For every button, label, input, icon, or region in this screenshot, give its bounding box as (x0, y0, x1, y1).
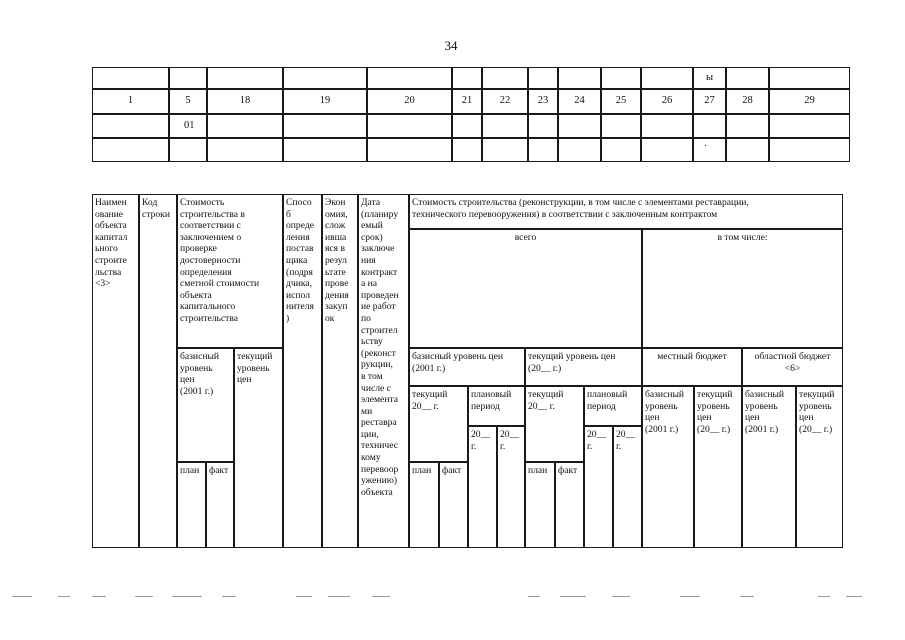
top-cell (558, 67, 601, 89)
header-current-price: текущий уровень цен (234, 348, 283, 548)
top-cell (169, 138, 207, 162)
top-cell (726, 138, 769, 162)
header-current-year: текущий 20__ г. (409, 386, 468, 462)
header-local-current: текущий уровень цен (20__ г.) (694, 386, 742, 548)
top-cell (558, 138, 601, 162)
header-base-level-2001: базисный уровень цен (2001 г.) (409, 348, 525, 386)
top-cell (283, 67, 367, 89)
header-planned-period: плановый период (468, 386, 525, 426)
col-number: 18 (207, 89, 283, 114)
top-cell (641, 67, 693, 89)
top-cell (452, 67, 482, 89)
header-plan: план (177, 462, 206, 548)
top-cell (367, 114, 452, 138)
header-current-year: текущий 20__ г. (525, 386, 584, 462)
col-number: 28 (726, 89, 769, 114)
top-cell-dot: · (693, 138, 726, 162)
header-local-base: базисный уровень цен (2001 г.) (642, 386, 694, 548)
top-cell (769, 67, 850, 89)
row-code: 01 (169, 114, 207, 138)
top-cell (641, 114, 693, 138)
header-economy: Экон омия, слож ивша яся в резул ьтате прове дения закуп ок (322, 194, 358, 548)
top-cell (367, 138, 452, 162)
col-number: 26 (641, 89, 693, 114)
header-year-20: 20__ г. (497, 426, 525, 548)
top-cell (528, 67, 558, 89)
col-number: 19 (283, 89, 367, 114)
header-regional-budget: областной бюджет <6> (742, 348, 843, 386)
col-number: 24 (558, 89, 601, 114)
top-cell (92, 114, 169, 138)
header-planned-period: плановый период (584, 386, 642, 426)
header-fact: факт (555, 462, 584, 548)
top-cell (482, 138, 528, 162)
col-number: 25 (601, 89, 641, 114)
col-number: 5 (169, 89, 207, 114)
header-year-20: 20__ г. (584, 426, 613, 548)
top-cell (528, 138, 558, 162)
header-regional-base: базисный уровень цен (2001 г.) (742, 386, 796, 548)
top-cell (769, 114, 850, 138)
header-supplier-method: Спосо б опреде ления постав щика (подря дчика, испол нителя ) (283, 194, 322, 548)
top-cell (92, 67, 169, 89)
top-cell (92, 138, 169, 162)
header-local-budget: местный бюджет (642, 348, 742, 386)
top-cell (558, 114, 601, 138)
top-cell (367, 67, 452, 89)
header-base-price-2001: базисный уровень цен (2001 г.) (177, 348, 234, 462)
top-cell-letter: ы (693, 67, 726, 89)
col-number: 1 (92, 89, 169, 114)
header-year-20: 20__ г. (613, 426, 642, 548)
col-number: 23 (528, 89, 558, 114)
header-cost-contract: Стоимость строительства (реконструкции, в том числе с элементами реставрации, технического перевооружения) в соответствии с заключенным контрактом (409, 194, 843, 229)
header-plan: план (409, 462, 439, 548)
top-cell (726, 114, 769, 138)
header-row-code: Код строки (139, 194, 177, 548)
top-cell (601, 114, 641, 138)
header-object-name: Наимен ование объекта капитал ьного строите льства <3> (92, 194, 139, 548)
top-cell (482, 114, 528, 138)
col-number: 27 (693, 89, 726, 114)
header-regional-current: текущий уровень цен (20__ г.) (796, 386, 843, 548)
header-total: всего (409, 229, 642, 348)
header-plan: план (525, 462, 555, 548)
header-fact: факт (439, 462, 468, 548)
col-number: 21 (452, 89, 482, 114)
top-cell (528, 114, 558, 138)
top-cell (452, 138, 482, 162)
header-cost-expertise: Стоимость строительства в соответствии с заключением о проверке достоверности определения сметной стоимости объекта капитального строительства (177, 194, 283, 348)
header-year-20: 20__ г. (468, 426, 497, 548)
top-cell (283, 114, 367, 138)
top-cell (601, 67, 641, 89)
top-cell (641, 138, 693, 162)
top-cell (452, 114, 482, 138)
top-cell (169, 67, 207, 89)
header-current-level-20: текущий уровень цен (20__ г.) (525, 348, 642, 386)
top-cell (726, 67, 769, 89)
col-number: 20 (367, 89, 452, 114)
top-cell (207, 67, 283, 89)
top-cell (693, 114, 726, 138)
page-number: 34 (444, 38, 458, 53)
col-number: 29 (769, 89, 850, 114)
header-fact: факт (206, 462, 234, 548)
header-including: в том числе: (642, 229, 843, 348)
top-cell (601, 138, 641, 162)
top-cell (482, 67, 528, 89)
col-number: 22 (482, 89, 528, 114)
top-cell (769, 138, 850, 162)
top-cell (207, 114, 283, 138)
top-cell (283, 138, 367, 162)
header-contract-date: Дата (планиру емый срок) заключе ния контракт а на проведен ие работ по строител ьству (реконст рукции, в том числе с элемента ми реставра ции, техничес кому перевоор ужению) объекта (358, 194, 409, 548)
top-cell (207, 138, 283, 162)
